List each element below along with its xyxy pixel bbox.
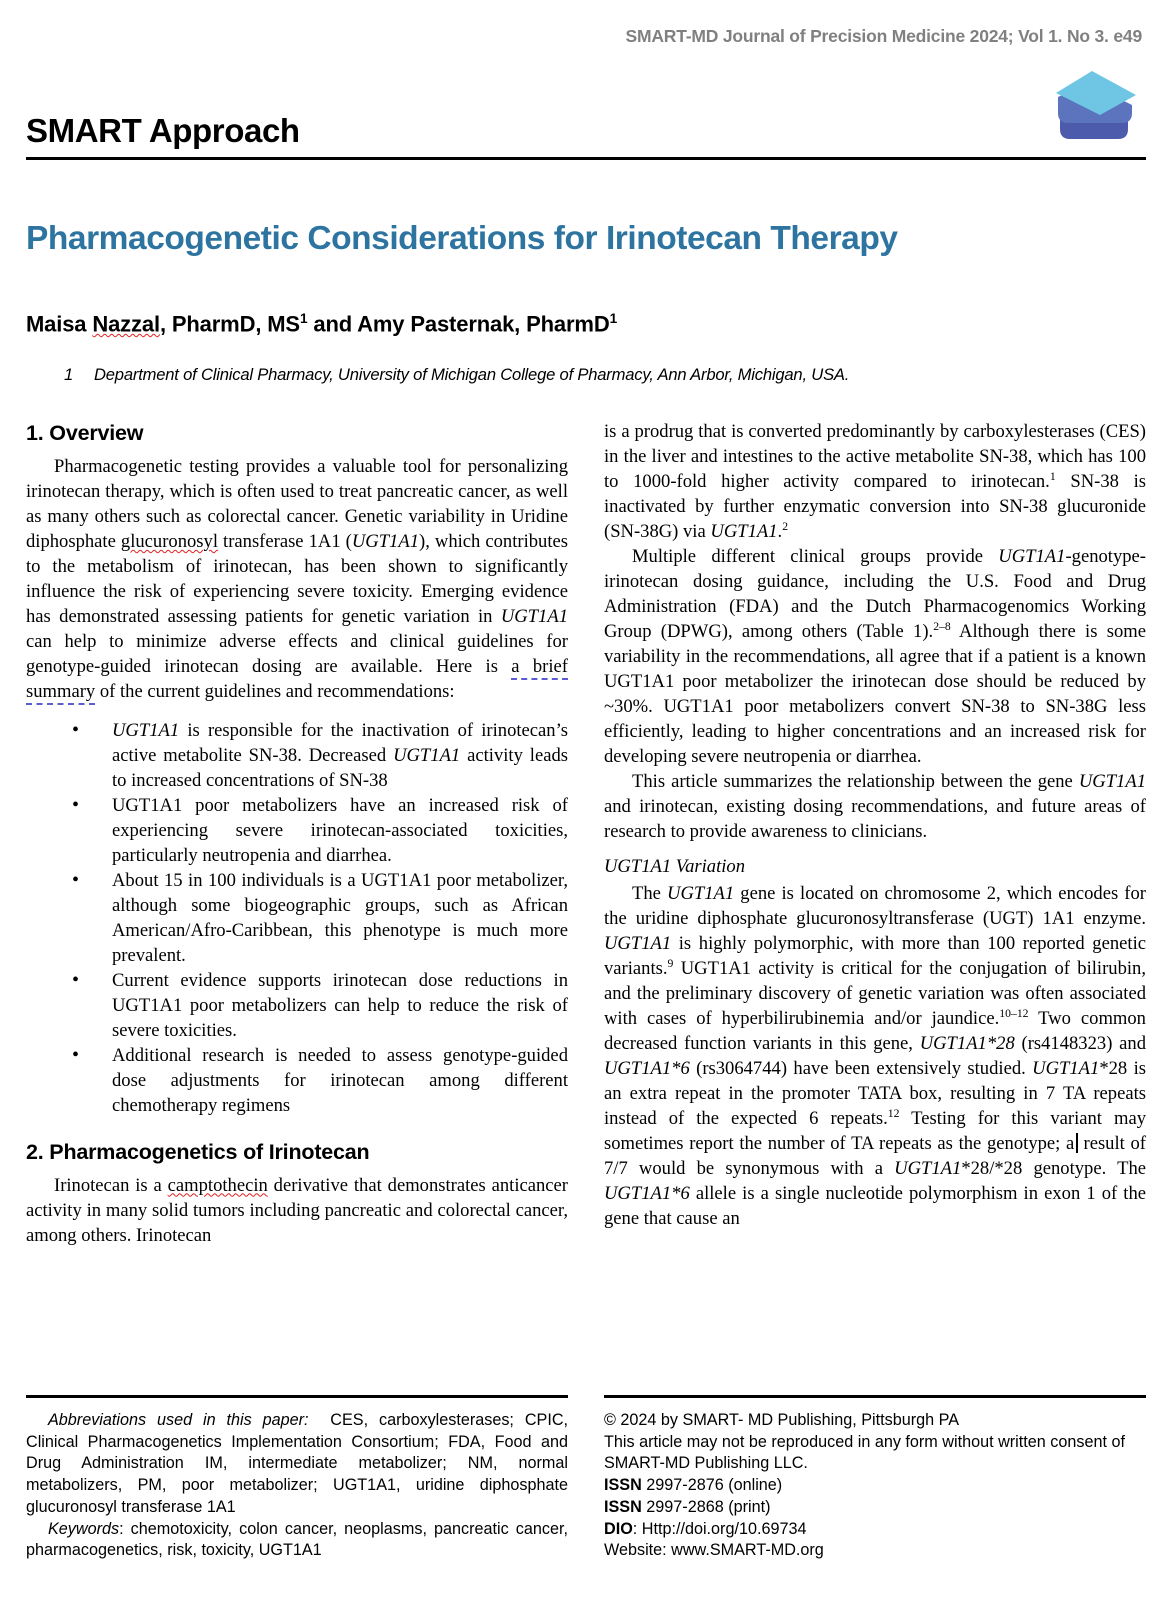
affiliation-line [26,365,1146,385]
page-footer [26,1395,1146,1604]
website-line: Website: www.SMART-MD.org [604,1541,824,1560]
list-item: • UGT1A1 poor metabolizers have an increased risk of experiencing severe irinotecan-associated toxicities, particularly neutropenia and diarrhea. [26,793,568,868]
abbreviations-block [26,1410,568,1519]
smart-md-stacked-layers-logo [1036,67,1140,151]
doi-label: DIO [604,1519,633,1538]
body-columns [26,419,1146,1248]
reproduction-notice: This article may not be reproduced in any form without written consent of SMART-MD Publishing LLC. [604,1432,1125,1473]
issn-print-value: 2997-2868 (print) [641,1497,771,1516]
copyright-line: © 2024 by SMART- MD Publishing, Pittsburgh PA [604,1411,960,1429]
issn-online-line [604,1475,1146,1497]
keywords-text: : chemotoxicity, colon cancer, neoplasms, pancreatic cancer, pharmacogenetics, risk, toxicity, UGT1A1 [26,1519,568,1560]
issn-print-label: ISSN [604,1497,642,1516]
overview-bullet-list [26,718,568,1118]
masthead-title: SMART Approach [26,112,300,149]
right-paragraph-ugt1a1-gene: The UGT1A1 gene is located on chromosome 2, which encodes for the uridine diphosphate glucuronosyltransferase (UGT) 1A1 enzyme. UGT1A1 is highly polymorphic, with more than 100 reported genetic variants.$^9$ UGT1A1 activity is critical for the conjugation of bilirubin, and the preliminary discovery of genetic variation was often associated with cases of hyperbilirubinemia and/or jaundice.$^{10-12}$ Two common decreased function variants in this gene, UGT1A1*28 (rs4148323) and UGT1A1*6 (rs3064744) have been extensively studied. UGT1A1*28 is an extra repeat in the promoter TATA box, resulting in 7 TA repeats instead of the expected 6 repeats.$^{12}$ Testing for this variant may sometimes report the number of TA repeats as the genotype; a result of 7/7 would be synonymous with a UGT1A1*28/*28 genotype. The UGT1A1*6 allele is a single nucleotide polymorphism in exon 1 of the gene that cause an [604,882,1147,1229]
issn-print-line [604,1497,1146,1519]
right-column [604,419,1146,1248]
section-heading-overview: 1. Overview [26,420,144,445]
overview-paragraph: Pharmacogenetic testing provides a valuable tool for personalizing irinotecan therapy, which is often used to treat pancreatic cancer, as well as many others such as colorectal cancer. Genetic variability in Uridine diphosphate glucuronosyl transferase 1A1 (UGT1A1), which contributes to the metabolism of irinotecan, has been shown to significantly influence the risk of experiencing severe toxicity. Emerging evidence has demonstrated assessing patients for genetic variation in UGT1A1 can help to minimize adverse effects and clinical guidelines for genotype-guided irinotecan dosing are available. Here is a brief summary of the current guidelines and recommendations: [26,454,568,704]
keywords-block [26,1519,568,1562]
abbreviations-label: Abbreviations used in this paper: [48,1411,309,1429]
affiliation-text: Department of Clinical Pharmacy, University of Michigan College of Pharmacy, Ann Arbor, Michigan, USA. [94,364,850,384]
footer-right-column [604,1410,1146,1562]
logo-svg [1036,67,1140,151]
issn-online-value: 2997-2876 (online) [641,1476,783,1495]
footer-columns [26,1410,1146,1562]
right-paragraph-article-summary: This article summarizes the relationship between the gene UGT1A1 and irinotecan, existing dosing recommendations, and future areas of research to provide awareness to clinicians. [604,770,1146,842]
right-paragraph-clinical-groups: Multiple different clinical groups provide UGT1A1-genotype- irinotecan dosing guidance, including the U.S. Food and Drug Administration (FDA) and the Dutch Pharmacogenomics Working Group (DPWG), among others (Table 1).$^{2-8}$ Although there is some variability in the recommendations, all agree that if a patient is a known UGT1A1 poor metabolizer the irinotecan dose should be reduced by ~30%. UGT1A1 poor metabolizers convert SN-38 to SN-38G less efficiently, leading to higher concentrations and an increased risk for developing severe neutropenia or diarrhea. [604,545,1146,767]
masthead [26,67,1146,155]
list-item: • UGT1A1 is responsible for the inactivation of irinotecan’s active metabolite SN-38. Decreased UGT1A1 activity leads to increased concentrations of SN-38 [26,718,568,793]
left-column [26,419,568,1248]
subsection-heading-ugt1a1-variation: UGT1A1 Variation [604,855,746,877]
list-item: • Additional research is needed to assess genotype-guided dose adjustments for irinotecan among different chemotherapy regimens [26,1043,568,1118]
issn-online-label: ISSN [604,1476,642,1495]
doi-line [604,1519,1146,1541]
right-paragraph-prodrug: is a prodrug that is converted predominantly by carboxylesterases (CES) in the liver and intestines to the active metabolite SN-38, which has 100 to 1000-fold higher activity compared to irinotecan.$^1$ SN-38 is inactivated by further enzymatic conversion into SN-38 glucuronide (SN-38G) via UGT1A1.$^2$ [604,420,1146,542]
footer-rule-left [26,1395,568,1398]
doi-value: : Http://doi.org/10.69734 [632,1519,807,1538]
footer-divider-rules [26,1395,1146,1398]
journal-citation-line: SMART-MD Journal of Precision Medicine 2024; Vol 1. No 3. e49 [625,26,1142,46]
keywords-label: Keywords [48,1519,120,1538]
page-title: Pharmacogenetic Considerations for Irinotecan Therapy [26,220,898,257]
abbreviations-text [308,1411,330,1429]
pharmacogenetics-paragraph: Irinotecan is a camptothecin derivative that demonstrates anticancer activity in many solid tumors including pancreatic and colorectal cancer, among others. Irinotecan [26,1174,568,1246]
list-item: • Current evidence supports irinotecan dose reductions in UGT1A1 poor metabolizers can help to reduce the risk of severe toxicities. [26,968,568,1043]
header-divider-rule [26,157,1146,160]
footer-rule-right [604,1395,1146,1398]
abbreviations-body: CES, carboxylesterases; CPIC, Clinical Pharmacogenetics Implementation Consortium; FDA, Food and Drug Administration IM, intermediate metabolizer; NM, normal metabolizers, PM, poor metabolizer; UGT1A1, uridine diphosphate glucuronosyl transferase 1A1 [26,1411,569,1516]
affiliation-number: 1 [64,364,74,384]
list-item: • About 15 in 100 individuals is a UGT1A1 poor metabolizer, although some biogeographic groups, such as African American/Afro-Caribbean, this phenotype is much more prevalent. [26,868,568,968]
footer-left-column [26,1410,568,1562]
section-heading-pharmacogenetics: 2. Pharmacogenetics of Irinotecan [26,1139,370,1164]
author-list: Maisa Nazzal, PharmD, $MS^1$ and Amy Pasternak, PharmD$^1$ [26,310,618,336]
